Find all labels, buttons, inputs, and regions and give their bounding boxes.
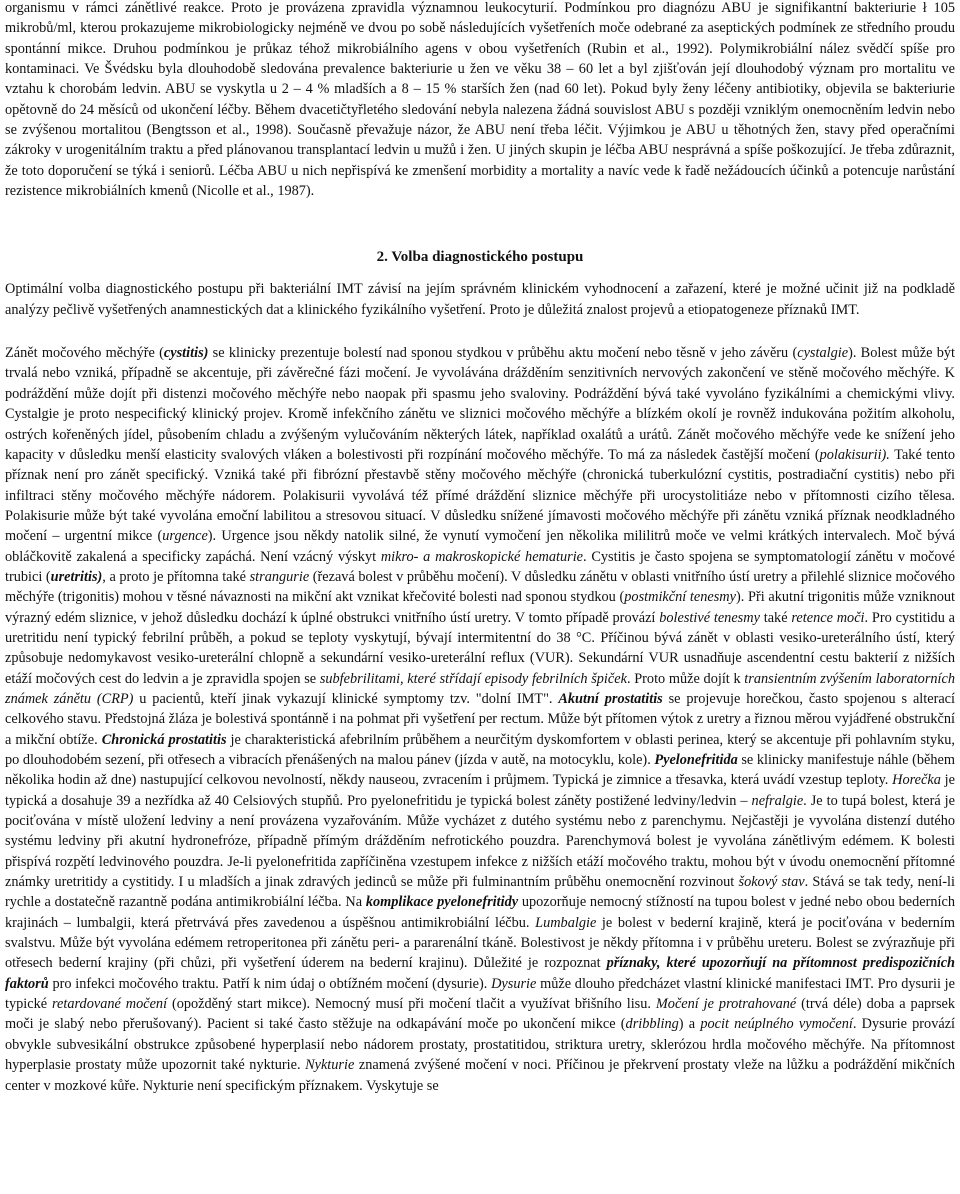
text-segment: organismu v rámci zánětlivé reakce. Proto je provázena zpravidla významnou leukocyturií. Podmínkou pro diagnózu ABU je signifikantní bakteriurie ł 105 mikrobů/ml, kterou prokazujeme mikrobiologicky nejméně ve dvou po sobě následujících vyšetřeních moče odebrané za aseptických podmínek ze středního proudu spontánní mikce. Druhou podmínkou je průkaz téhož mikrobiálního agens v obou vyšetřeních (Rubin et al., 1992). Polymikrobiální nález svědčí spíše pro kontaminaci. Ve Švédsku byla dlouhodobě sledována prevalence bakteriurie u žen ve věku 38 – 60 let a byl zjišťován její dlouhodobý význam pro mortalitu ve vztahu k chorobám ledvin. ABU se vyskytla u 2 – 4 % mladších a 8 – 15 % starších žen (nad 60 let). Pokud byly ženy léčeny antibiotiky, objevila se bakteriurie opětovně do 24 měsíců od ukončení léčby. Během dvacetičtyřletého sledování nebyla nalezena žádná souvislost ABU s později vzniklým onemocněním ledvin nebo se zvýšenou mortalitou (Bengtsson et al., 1998). Současně převažuje názor, že ABU není třeba léčit. Výjimkou je ABU u těhotných žen, stavy před operačními zákroky v urogenitálním traktu a před plánovanou transplantací ledvin u mužů i žen. U jiných skupin je léčba ABU nesprávná a spíše poškozující. Je třeba zdůraznit, že toto doporučení se týká i seniorů. Léčba ABU u nich nepřispívá ke zmenšení morbidity a mortality a navíc vede k řadě nežádoucích účinků a potencuje narůstání rezistence mikrobiálních kmenů (Nicolle et al., 1987). — [5, 0, 955, 200]
text-segment: (řezavá bolest v průběhu močení). V důsledku zánětu v oblasti vnitřního ústí uretry a přilehlé sliznice močového měchýře (trigonitis) mohou v těsné návaznosti na mikční akt vznikat křečovité bolesti nad sponou stydkou ( — [5, 568, 956, 606]
text-segment: cystitis) — [163, 345, 209, 362]
text-segment: (opožděný start mikce). Nemocný musí při močení tlačit a využívat břišního lisu. — [167, 996, 656, 1013]
text-segment: upozorňuje nemocný stížností na tupou bolest v jedné nebo obou bederních krajinách – lumbalgii, která přetrvává přes zavedenou a úspěšnou antimikrobiální léčbu. — [5, 894, 955, 931]
text-segment: Zánět močového měchýře ( — [5, 345, 164, 362]
text-segment: šokový stav — [738, 874, 805, 891]
text-segment: transientním zvýšením laboratorních známek zánětu (CRP) — [5, 670, 956, 707]
text-segment: Také tento příznak není pro zánět specifický. Vzniká také při fibrózní přestavbě stěny močového měchýře (chronická tuberkulózní cystitis, postradiační cystitis) nebo při infiltraci stěny močového měchýře nádorem. Polakisurii vyvolává též přímé dráždění sliznice měchýře při urocystolitiáze nebo v přítomnosti cizího tělesa. Polakisurie může být také vyvolána emoční labilitou a stresovou situací. V důsledku snížené jímavosti močového měchýře při zánětu vzniká příznak neodkladného močení – urgentní mikce ( — [5, 446, 955, 545]
paragraph-diagnostic-choice — [5, 279, 955, 320]
text-segment: se projevuje horečkou, často spojenou s alterací celkového stavu. Předstojná žláza je bolestivá spontánně i na pohmat při vyšetření per rectum. Může být přítomen výtok z uretry a řiznou měrou vyjádřené obstrukční a mikční obtíže. — [5, 690, 956, 748]
text-segment: je charakteristická afebrilním průběhem a neurčitým dyskomfortem v oblasti perinea, který se akcentuje při pohlavním styku, po dlouhodobém sezení, při otřesech a vibracích přenášených na malou pánev (jízda v autě, na motocyklu, kole). — [5, 731, 955, 768]
text-segment: . Je to tupá bolest, která je pociťována v místě uložení ledviny a není provázena vyzařováním. Může vycházet z dutého systému nebo z parenchymu. Nejčastěji je vyvolána distenzí dutého systému ledviny při akutní hydronefróze, případně přímým drážděním nefrotického pouzdra. Parenchymová bolest je vyvolána zánětlivým edémem. K bolesti přispívá rozpětí ledvinového pouzdra. Je-li pyelonefritida zapříčiněna vzestupem infekce z nižších etáží močového traktu, mohou být v úvodu onemocnění přítomné známky uretritidy a cystitidy. I u mladších a jinak zdravých jedinců se může při fulminantním průběhu onemocnění rozvinout — [5, 792, 955, 891]
text-segment: strangurie — [249, 568, 310, 585]
text-segment: ). Bolest může být trvalá nebo vzniká, případně se akcentuje, při závěrečné fázi močení. Je vyvolávána drážděním senzitivních nervových zakončení ve stěně močového měchýře. K podráždění může dojít při distenzi močového měchýře nebo naopak při spasmu jeho svaloviny. Podráždění bývá také vyvoláno fyzikálními a chemickými vlivy. Cystalgie je proto nespecifický klinický projev. Kromě infekčního zánětu ve sliznici močového měchýře a blízkém okolí je rovněž indukována požitím alkoholu, ostrých kořeněných jídel, působením chladu a zvýšeným vylučováním některých látek, například oxalátů a urátů. Zánět močového měchýře vede ke snížení jeho kapacity v důsledku menší elasticity svalových vláken a bolestivosti při rozpínání močového měchýře. To má za následek častější močení ( — [5, 345, 955, 463]
text-segment: Močení je protrahované — [655, 996, 797, 1013]
text-segment: polakisurii). — [819, 446, 890, 463]
paragraph-symptoms — [5, 343, 955, 1096]
text-segment: je typická a dosahuje 39 a nezřídka až 40 Celsiových stupňů. Pro pyelonefritidu je typická bolest záněty postižené ledviny/ledvin – — [5, 772, 955, 809]
text-segment: dribbling — [625, 1016, 679, 1033]
text-segment: se klinicky manifestuje náhle (během několika hodin až dne) nastupující celkovou nevolností, někdy nauseou, zvracením i průjmem. Typická je zimnice a třesavka, která uvádí vzestup teploty. — [5, 752, 955, 789]
text-segment: mikro- a makroskopické hematurie — [380, 548, 584, 565]
text-segment: Akutní prostatitis — [558, 690, 663, 707]
text-segment: také — [759, 609, 792, 626]
text-segment: retardované močení — [52, 996, 168, 1013]
text-segment: Horečka — [892, 772, 941, 789]
text-segment: Nykturie — [305, 1057, 355, 1074]
text-segment: (trvá déle) doba a paprsek moči je slabý nebo přerušovaný). Pacient si také často stěžuje na odkapávání moče po ukončení mikce ( — [5, 996, 956, 1033]
text-segment: uretritis) — [50, 568, 103, 585]
text-segment: . Proto může dojít k — [626, 670, 745, 687]
text-segment: příznaky, které upozorňují na přítomnost predispozičních faktorů — [5, 955, 955, 992]
text-segment: Dysurie — [491, 975, 537, 992]
text-segment: subfebrilitami, které střídají episody febrilních špiček — [319, 670, 627, 687]
text-segment: komplikace pyelonefritidy — [365, 894, 519, 911]
text-segment: cystalgie — [797, 345, 849, 362]
text-segment: retence moči — [791, 609, 865, 626]
text-segment: Lumbalgie — [535, 914, 597, 931]
text-segment: Chronická prostatitis — [101, 731, 227, 748]
text-segment: bolestivé tenesmy — [659, 609, 760, 626]
text-segment: znamená zvýšené močení v noci. Příčinou je překrvení prostaty vleže na lůžku a podráždění mikčních center v mozkové kůře. Nykturie není specifickým příznakem. Vyskytuje se — [5, 1057, 955, 1094]
section-heading: 2. Volba diagnostického postupu — [376, 249, 584, 266]
text-segment: se klinicky prezentuje bolestí nad sponou stydkou v průběhu aktu močení nebo těsně v jeho závěru ( — [208, 345, 798, 362]
text-segment: . Dysurie provází obvykle subvesikální obstrukce způsobené hyperplasií nebo nádorem prostaty, prostatitidou, striktura uretry, sklerózou hrdla močového měchýře. Na přítomnost hyperplasie prostaty může upozornit také nykturie. — [5, 1016, 956, 1074]
text-segment: může dlouho předcházet vlastní klinické manifestaci IMT. Pro dysurii je typické — [5, 975, 955, 1013]
text-segment: je bolest v bederní krajině, která je pociťována v bederním svalstvu. Může být vyvolána edémem retroperitonea při zánětu peri- a pararenální tkáně. Bolestivost je někdy přítomna i v průběhu ureteru. Bolest se zvýrazňuje při otřesech bederní krajiny (při chůzi, při vyšetření úderem na bederní krajinu). Důležité je rozpoznat — [5, 914, 956, 972]
text-segment: . Cystitis je často spojena se symptomatologií zánětu v močové trubici ( — [5, 548, 955, 585]
text-segment: Pyelonefritida — [654, 752, 738, 768]
text-segment: ) a — [678, 1016, 701, 1033]
text-segment: pro infekci močového traktu. Patří k nim údaj o obtížném močení (dysurie). — [48, 975, 492, 992]
text-segment: pocit neúplného vymočení — [700, 1016, 853, 1033]
text-segment: ). Urgence jsou někdy natolik silné, že vynutí vymočení jen několika mililitrů moče ve velmi krátkých intervalech. Moč bývá obláčkovitě zakalená a specificky zapáchá. Není vzácný výskyt — [5, 528, 955, 565]
text-segment: , a proto je přítomna také — [102, 568, 250, 585]
text-segment: nefralgie — [751, 792, 804, 809]
paragraph-bacteriuria — [5, 0, 955, 201]
text-segment: Optimální volba diagnostického postupu při bakteriální IMT závisí na jejím správném klinickém vyhodnocení a zařazení, které je možné učinit již na podkladě analýzy pečlivě vyšetřených anamnestických dat a klinického fyzikálního vyšetření. Proto je důležitá znalost projevů a etiopatogeneze příznaků IMT. — [5, 281, 955, 318]
text-segment: urgence — [162, 528, 208, 545]
text-segment: postmikční tenesmy — [624, 589, 736, 606]
text-segment: ). Při akutní trigonitis může vzniknout výrazný edém sliznice, v jehož důsledku dochází k úplné obstrukci vnitřního ústí uretry. V tomto případě provází — [5, 589, 955, 626]
text-segment: . Stává se tak tedy, není-li rychle a dostatečně razantně podána antimikrobiální léčba. Na — [5, 874, 955, 911]
text-segment: u pacientů, kteří jinak vykazují klinické symptomy tzv. "dolní IMT". — [133, 690, 559, 707]
text-segment: . Pro cystitidu a uretritidu není typický febrilní průběh, a pokud se teploty vyskytují, bývají intermitentní do 38 °C. Příčinou bývá zánět v oblasti vesiko-ureterálního ústí, který způsobuje nedomykavost vesiko-ureterální chlopně a sekundární vesiko-ureterální reflux (VUR). Sekundární VUR usnadňuje ascendentní cestu bakterií z nižších etáží močových cest do ledvin a je zpravidla spojen se — [5, 609, 956, 687]
